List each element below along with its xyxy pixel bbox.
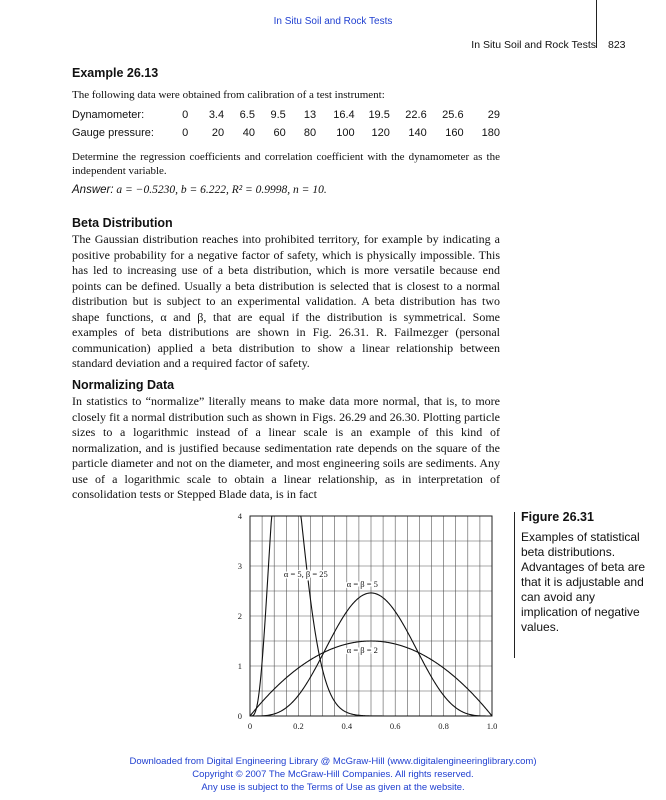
x-tick-label: 0.8	[438, 721, 449, 731]
figure-rule	[514, 512, 515, 658]
figure-caption: Examples of statistical beta distributions. Advantages of beta are that it is adjustable and can avoid any implication of negative values.	[521, 530, 646, 634]
y-tick-label: 2	[237, 611, 242, 621]
answer-text: a = −0.5230, b = 6.222, R² = 0.9998, n = 10.	[116, 183, 327, 196]
x-tick-label: 1.0	[486, 721, 498, 731]
table-cell: 160	[445, 126, 464, 139]
y-tick-label: 1	[237, 661, 242, 671]
beta-section	[72, 216, 500, 372]
table-cell: 9.5	[270, 108, 286, 121]
header-rule	[596, 0, 597, 48]
table-cell: 19.5	[368, 108, 390, 121]
normalizing-heading: Normalizing Data	[72, 378, 175, 392]
example-block	[72, 66, 500, 196]
table-cell: 25.6	[442, 108, 464, 121]
normalizing-paragraph: In statistics to “normalize” literally means to make data more normal, that is, to more closely fit a normal distribution such as shown in Figs. 26.29 and 26.30. Plotting particle sizes to a logarithmic instead of a linear scale is an example of this kind of normalization, and is justified because sedimentation rate depends on the square of the particle diameter and not on the diameter, and most engineering soils are sediments. Any use of a logarithmic scale to obtain a linear relationship, as in interpretation of consolidation tests or Stepped Blade data, is in fact	[72, 394, 500, 501]
table-cell: 0	[182, 126, 189, 139]
y-tick-label: 3	[237, 561, 242, 571]
table-cell: 80	[303, 126, 317, 139]
footer-copyright: Copyright © 2007 The McGraw-Hill Companies. All rights reserved.	[192, 769, 474, 780]
footer-download-link[interactable]: Downloaded from Digital Engineering Library @ McGraw-Hill (www.digitalengineeringlibrary.com)	[129, 756, 537, 767]
y-tick-label: 0	[237, 711, 242, 721]
top-link[interactable]: In Situ Soil and Rock Tests	[273, 16, 393, 27]
example-title: Example 26.13	[72, 66, 159, 80]
x-tick-label: 0.6	[389, 721, 401, 731]
beta-paragraph: The Gaussian distribution reaches into prohibited territory, for example by indicating a positive probability for a negative factor of safety, which is physically impossible. This has led to increasing use of a beta distribution, which is more versatile because end points can be defined. Usually a beta distribution is selected that is closest to a normal distribution but is subject to an experimental validation. A beta distribution has two shape functions, α and β, that are equal if the distribution is symmetrical. Some examples of beta distributions are shown in Fig. 26.31. R. Failmezger (personal communication) applied a beta distribution to show a linear relationship between standard deviation and a required factor of safety.	[72, 232, 500, 370]
beta-heading: Beta Distribution	[72, 216, 173, 230]
table-cell: 22.6	[405, 108, 427, 121]
answer-label: Answer:	[72, 183, 114, 196]
x-tick-label: 0	[247, 721, 253, 731]
table-cell: 60	[273, 126, 286, 139]
figure-title: Figure 26.31	[521, 510, 594, 524]
table-cell: 0	[182, 108, 189, 121]
calibration-table	[72, 106, 500, 142]
normalizing-section	[72, 378, 500, 503]
table-row	[72, 106, 500, 124]
table-cell: 6.5	[239, 108, 255, 121]
table-cell: 120	[371, 126, 390, 139]
table-cell: 180	[481, 126, 500, 139]
table-cell: 13	[303, 108, 317, 121]
table-row	[72, 124, 500, 142]
x-tick-label: 0.4	[341, 721, 353, 731]
example-question: Determine the regression coefficients and correlation coefficient with the dynamometer as the independent variable.	[72, 150, 500, 177]
series-label: α = β = 5	[346, 579, 378, 589]
beta-distribution-chart	[230, 510, 506, 736]
page-number: 823	[608, 39, 626, 51]
table-cell: 100	[336, 126, 355, 139]
footer-terms: Any use is subject to the Terms of Use as given at the website.	[201, 782, 465, 793]
row-label: Dynamometer:	[72, 108, 145, 121]
table-cell: 29	[487, 108, 500, 121]
x-tick-label: 0.2	[293, 721, 304, 731]
example-intro: The following data were obtained from calibration of a test instrument:	[72, 89, 385, 101]
running-head: In Situ Soil and Rock Tests	[471, 39, 596, 51]
table-cell: 140	[408, 126, 427, 139]
series-label: α = 5, β = 25	[283, 569, 328, 579]
series-label: α = β = 2	[346, 645, 378, 655]
table-cell: 20	[211, 126, 225, 139]
table-cell: 16.4	[333, 108, 355, 121]
row-label: Gauge pressure:	[72, 126, 154, 139]
example-answer	[72, 184, 500, 196]
table-cell: 3.4	[208, 108, 225, 121]
table-cell: 40	[242, 126, 255, 139]
y-tick-label: 4	[237, 511, 242, 521]
